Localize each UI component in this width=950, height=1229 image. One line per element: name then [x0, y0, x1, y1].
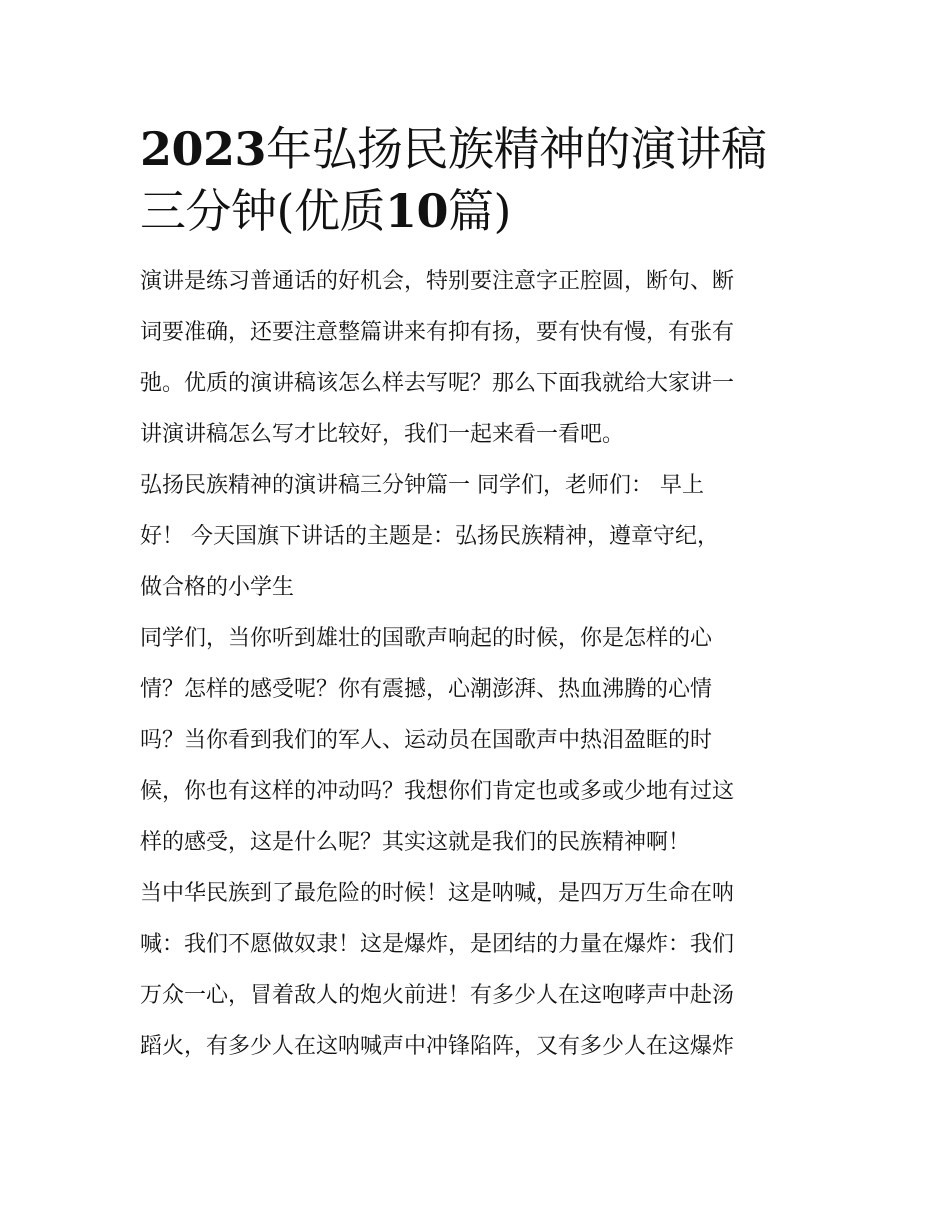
paragraph-line: 吗？当你看到我们的军人、运动员在国歌声中热泪盈眶的时 [140, 728, 713, 753]
paragraph-line: 万众一心，冒着敌人的炮火前进！有多少人在这咆哮声中赴汤 [140, 983, 735, 1008]
paragraph-line: 弛。优质的演讲稿该怎么样去写呢？那么下面我就给大家讲一 [140, 371, 735, 396]
paragraph [140, 256, 815, 460]
paragraph-line: 弘扬民族精神的演讲稿三分钟篇一 同学们，老师们： 早上 [140, 473, 704, 498]
document-title [140, 118, 815, 242]
paragraph [140, 868, 815, 1072]
title-count: 10 [384, 184, 448, 238]
paragraph [140, 460, 815, 613]
document-page [140, 118, 815, 1072]
title-line-2 [140, 180, 815, 242]
title-text-3: 篇) [447, 184, 511, 238]
paragraph-line: 样的感受，这是什么呢？其实这就是我们的民族精神啊！ [140, 830, 691, 855]
paragraph-line: 好！ 今天国旗下讲话的主题是：弘扬民族精神，遵章守纪， [140, 524, 719, 549]
title-line-1 [140, 118, 815, 180]
title-text-2: 三分钟(优质 [140, 184, 385, 238]
document-body [140, 256, 815, 1072]
paragraph-line: 同学们，当你听到雄壮的国歌声响起的时候，你是怎样的心 [140, 626, 713, 651]
paragraph-line: 演讲是练习普通话的好机会，特别要注意字正腔圆，断句、断 [140, 269, 735, 294]
paragraph-line: 情？怎样的感受呢？你有震撼，心潮澎湃、热血沸腾的心情 [140, 677, 713, 702]
paragraph-line: 词要准确，还要注意整篇讲来有抑有扬，要有快有慢，有张有 [140, 320, 735, 345]
title-text-1: 年弘扬民族精神的演讲稿 [266, 122, 767, 176]
paragraph-line: 喊：我们不愿做奴隶！这是爆炸，是团结的力量在爆炸：我们 [140, 932, 735, 957]
paragraph-line: 候，你也有这样的冲动吗？我想你们肯定也或多或少地有过这 [140, 779, 735, 804]
paragraph-line: 当中华民族到了最危险的时候！这是呐喊，是四万万生命在呐 [140, 881, 735, 906]
paragraph-line: 做合格的小学生 [140, 575, 295, 600]
paragraph-line: 讲演讲稿怎么写才比较好，我们一起来看一看吧。 [140, 422, 625, 447]
title-year: 2023 [140, 122, 267, 176]
paragraph-line: 蹈火，有多少人在这呐喊声中冲锋陷阵，又有多少人在这爆炸 [140, 1034, 735, 1059]
paragraph [140, 613, 815, 868]
